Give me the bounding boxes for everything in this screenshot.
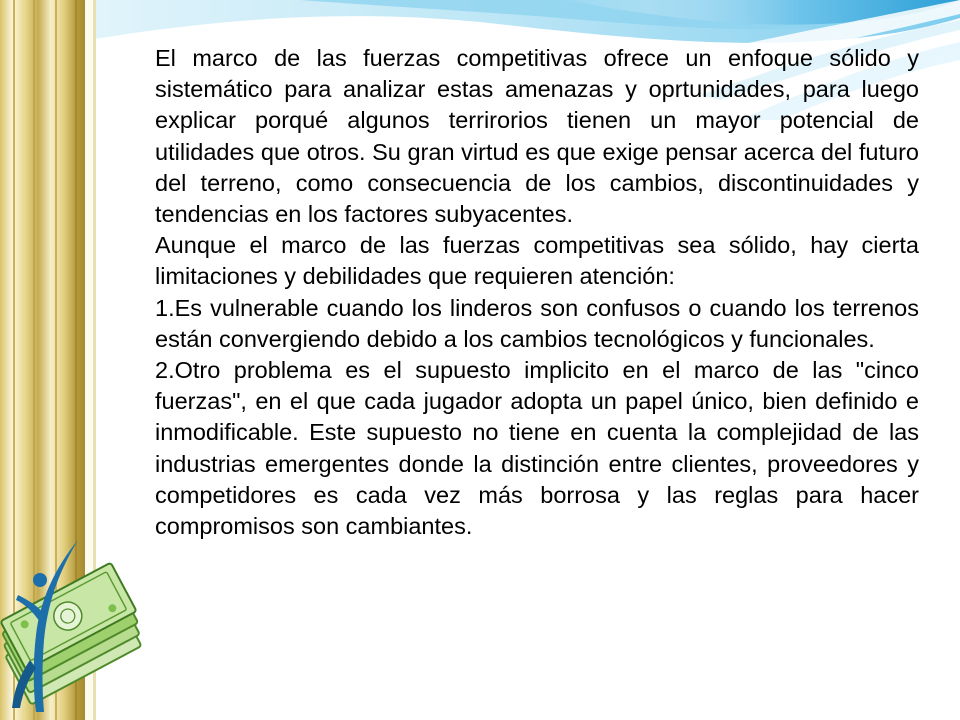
paragraph-2: Aunque el marco de las fuerzas competitivas sea sólido, hay cierta limitaciones y debilidades que requieren atención: [155, 232, 919, 290]
paragraph-1: El marco de las fuerzas competitivas ofrece un enfoque sólido y sistemático para analizar estas amenazas y oprtunidades, para luego explicar porqué algunos terrirorios tienen un mayor potencial de utilidades que otros. Su gran virtud es que exige pensar acerca del futuro del terreno, como consecuencia de los cambios, discontinuidades y tendencias en los factores subyacentes. [155, 45, 919, 228]
body-text [155, 43, 919, 542]
money-stack-icon [0, 540, 150, 720]
list-item-2: 2.Otro problema es el supuesto implicito en el marco de las "cinco fuerzas", en el que cada jugador adopta un papel único, bien definido e inmodificable. Este supuesto no tiene en cuenta la complejidad de las industrias emergentes donde la distinción entre clientes, proveedores y competidores es cada vez más borrosa y las reglas para hacer compromisos son cambiantes. [155, 357, 919, 540]
list-item-1: 1.Es vulnerable cuando los linderos son confusos o cuando los terrenos están convergiendo debido a los cambios tecnológicos y funcionales. [155, 294, 919, 352]
